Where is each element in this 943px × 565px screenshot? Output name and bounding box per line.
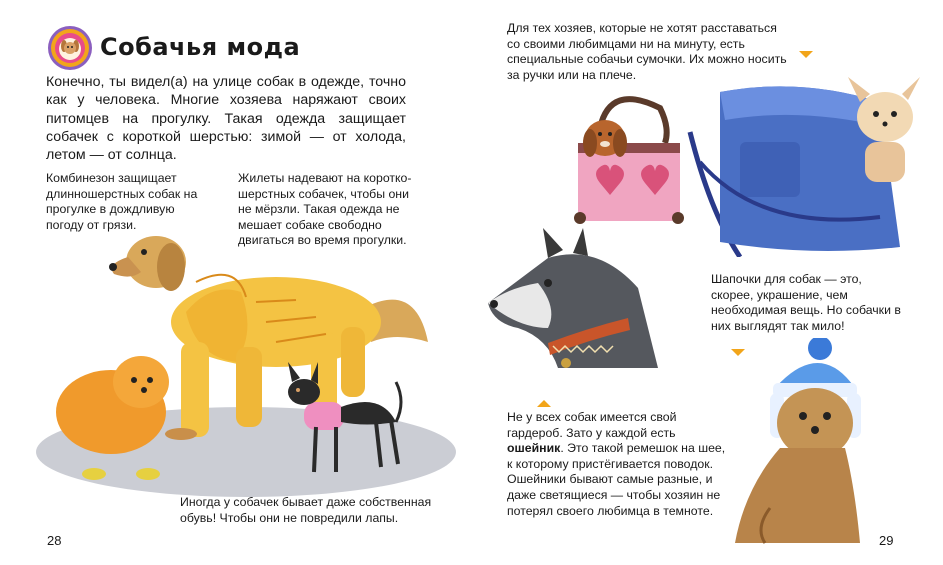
collar-text-2: . Это такой ремешок на шее, к которому пристёгивается поводок. Ошейники бывают самые разные, и даже светящиеся — чтобы хозяин не потерял своего любимца в темноте. — [507, 441, 726, 518]
title-badge-icon — [46, 24, 94, 72]
caption-shoes: Иногда у собачек бывает даже собственная обувь! Чтобы они не повредили лапы. — [180, 495, 432, 525]
page-title: Собачья мода — [100, 33, 301, 61]
page-number-left: 28 — [47, 533, 62, 548]
page-number-right: 29 — [879, 533, 894, 548]
collar-text-1: Не у всех собак имеется свой гардероб. Зато у каждой есть — [507, 410, 677, 440]
pointer-triangle-bags — [799, 51, 813, 58]
caption-hats: Шапочки для собак — это, скорее, украшение, чем необходимая вещь. Но собачки в них выглядят так мило! — [711, 272, 901, 333]
yorkie-in-hat-illustration — [725, 338, 870, 553]
caption-vests: Жилеты надевают на коротко-шерстных собачек, чтобы они не мёрзли. Такая одежда не мешает собаке свободно двигаться во время прогулки. — [238, 171, 412, 248]
intro-paragraph: Конечно, ты видел(а) на улице собак в одежде, точно как у человека. Многие хозяева наряжают своих питомцев на прогулку. Такая одежда защищает собачек с короткой шерстью: зимой — от холода, летом — от солнца. — [46, 74, 406, 164]
caption-collar — [507, 410, 731, 519]
caption-bags: Для тех хозяев, которые не хотят расставаться со своими любимцами ни на минуту, есть специальные собачьи сумочки. Их можно носить за ручки или на плече. — [507, 21, 787, 82]
husky-with-collar-illustration — [488, 228, 658, 368]
pointer-triangle-collar — [537, 400, 551, 407]
collar-keyword: ошейник — [507, 441, 561, 456]
pink-bag-illustration — [570, 88, 690, 228]
left-illustration — [36, 222, 456, 497]
blue-bag-illustration — [680, 72, 930, 257]
caption-overalls: Комбинезон защищает длинношерстных собак на прогулке в дождливую погоду от грязи. — [46, 171, 198, 232]
